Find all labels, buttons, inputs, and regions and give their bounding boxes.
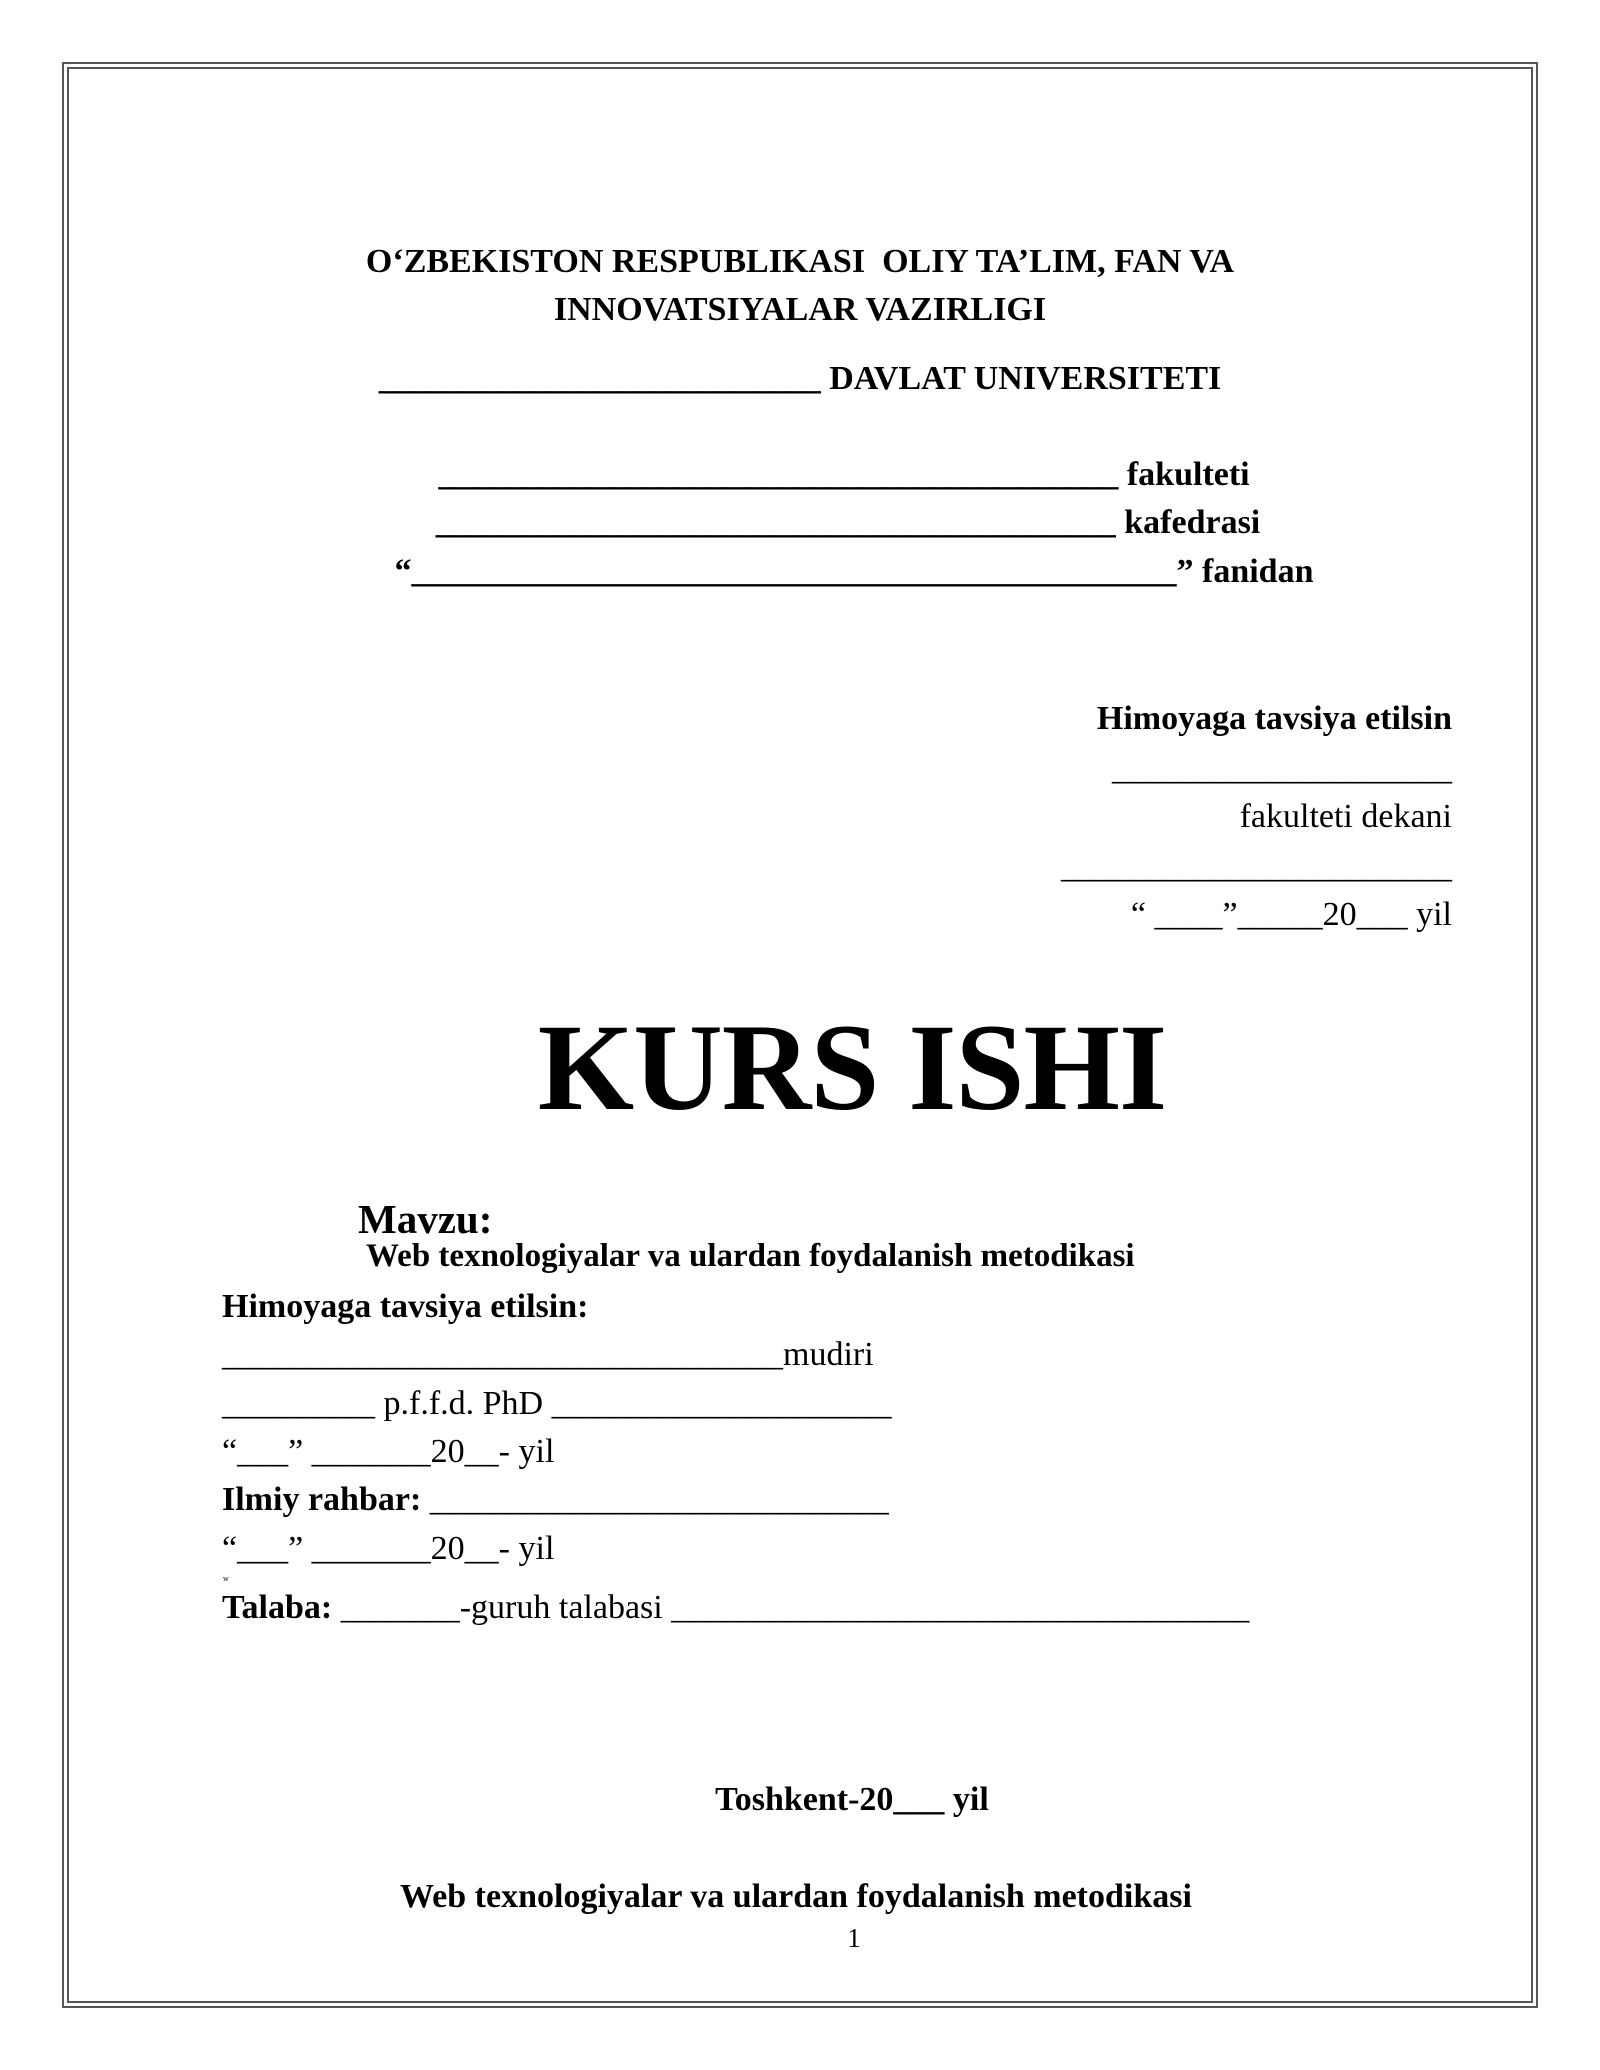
department-line: ________________________________________ kafedrasi <box>435 504 1261 541</box>
supervisor-line <box>222 1483 889 1517</box>
degree-line: _________ p.f.f.d. PhD ____________________ <box>222 1385 892 1422</box>
approval-bottom-heading: Himoyaga tavsiya etilsin: <box>222 1288 589 1325</box>
student-text: _______-guruh talabasi __________________________________ <box>332 1589 1250 1626</box>
ministry-line-1: O‘ZBEKISTON RESPUBLIKASI OLIY TA’LIM, FAN VA <box>365 243 1235 280</box>
approval-top-heading: Himoyaga tavsiya etilsin <box>1096 700 1452 737</box>
supervisor-label: Ilmiy rahbar: <box>222 1481 422 1518</box>
subject-line: “_____________________________________________” fanidan <box>394 553 1314 590</box>
approval-date-2: “___” _______20__- yil <box>222 1530 555 1567</box>
university-line: __________________________ DAVLAT UNIVERSITETI <box>378 360 1222 397</box>
city-year: Toshkent-20___ yil <box>715 1781 989 1818</box>
approval-top-blank: ____________________ <box>1112 750 1452 787</box>
student-line <box>222 1591 1249 1625</box>
approval-date-1: “___” _______20__- yil <box>222 1433 555 1470</box>
approval-top-date: “ ____”_____20___ yil <box>1130 896 1452 933</box>
running-title: Web texnologiyalar va ulardan foydalanish metodikasi <box>400 1878 1192 1915</box>
head-of-department-line: _________________________________mudiri <box>222 1336 874 1373</box>
page-number: 1 <box>847 1923 861 1953</box>
dean-label: fakulteti dekani <box>1239 798 1452 835</box>
supervisor-blank: ___________________________ <box>421 1481 889 1518</box>
faculty-line: ________________________________________ fakulteti <box>438 456 1250 493</box>
approval-top-blank-2: _______________________ <box>1061 848 1452 885</box>
topic-text: Web texnologiyalar va ulardan foydalanish metodikasi <box>366 1238 1135 1274</box>
small-mark: w <box>223 1574 229 1583</box>
topic-label: Mavzu: <box>358 1196 493 1242</box>
document-title: KURS ISHI <box>537 999 1167 1136</box>
topic <box>350 1183 1135 1273</box>
ministry-line-2: INNOVATSIYALAR VAZIRLIGI <box>553 291 1047 328</box>
student-label: Talaba: <box>222 1589 333 1626</box>
